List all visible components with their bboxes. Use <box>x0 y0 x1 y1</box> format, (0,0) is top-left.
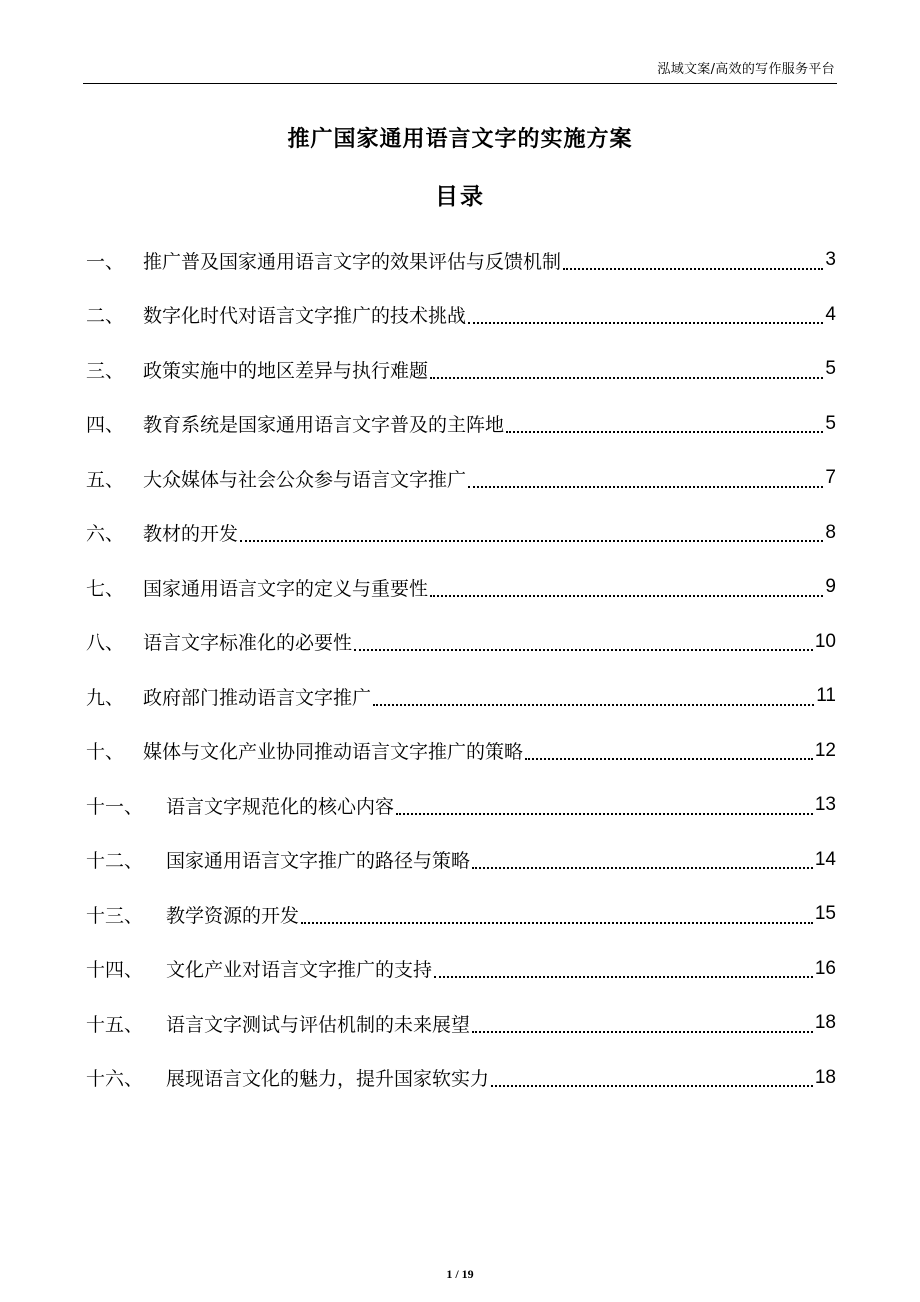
toc-entry-page: 10 <box>814 630 836 652</box>
header-divider <box>83 83 837 84</box>
toc-leader-dots <box>434 976 813 978</box>
toc-entry-title: 教学资源的开发 <box>166 904 300 927</box>
toc-entry-page: 14 <box>814 848 836 870</box>
toc-entry-title: 国家通用语言文字推广的路径与策略 <box>166 850 471 873</box>
toc-entry[interactable] <box>86 451 836 506</box>
toc-leader-dots <box>354 649 813 651</box>
toc-entry-title: 数字化时代对语言文字推广的技术挑战 <box>143 305 467 328</box>
document-title: 推广国家通用语言文字的实施方案 <box>287 127 633 152</box>
toc-entry[interactable] <box>86 724 836 779</box>
toc-entry[interactable] <box>86 342 836 397</box>
toc-leader-dots <box>468 486 823 488</box>
toc-entry-title: 政府部门推动语言文字推广 <box>143 686 372 709</box>
toc-entry[interactable] <box>86 288 836 343</box>
toc-entry[interactable] <box>86 887 836 942</box>
toc-entry-number: 十三、 <box>86 904 144 927</box>
toc-leader-dots <box>301 922 813 924</box>
toc-entry-page: 18 <box>814 1066 836 1088</box>
toc-entry-number: 四、 <box>86 414 125 437</box>
toc-entry-page: 9 <box>825 576 836 598</box>
toc-entry[interactable] <box>86 833 836 888</box>
toc-entry-number: 六、 <box>86 523 125 546</box>
toc-entry-number: 十五、 <box>86 1013 144 1036</box>
page-header-text: 泓域文案/高效的写作服务平台 <box>657 62 835 77</box>
toc-leader-dots <box>468 322 823 324</box>
toc-entry-title: 推广普及国家通用语言文字的效果评估与反馈机制 <box>143 250 562 273</box>
toc-leader-dots <box>563 268 823 270</box>
toc-entry-page: 8 <box>825 521 836 543</box>
toc-entry-title: 语言文字规范化的核心内容 <box>166 795 395 818</box>
toc-entry-number: 七、 <box>86 577 125 600</box>
toc-entry-number: 三、 <box>86 359 125 382</box>
toc-leader-dots <box>472 867 813 869</box>
toc-leader-dots <box>525 758 813 760</box>
toc-entry-number: 九、 <box>86 686 125 709</box>
toc-leader-dots <box>506 431 823 433</box>
toc-leader-dots <box>396 813 813 815</box>
toc-leader-dots <box>430 377 823 379</box>
toc-entry-page: 3 <box>825 249 836 271</box>
toc-entry-number: 十二、 <box>86 850 144 873</box>
toc-entry[interactable] <box>86 996 836 1051</box>
toc-entry[interactable] <box>86 778 836 833</box>
toc-entry-number: 二、 <box>86 305 125 328</box>
toc-leader-dots <box>472 1031 813 1033</box>
table-of-contents <box>86 233 836 1105</box>
toc-entry-page: 12 <box>814 739 836 761</box>
toc-entry-title: 文化产业对语言文字推广的支持 <box>166 959 433 982</box>
toc-entry-page: 4 <box>825 303 836 325</box>
toc-entry-page: 5 <box>825 358 836 380</box>
toc-entry-page: 13 <box>814 794 836 816</box>
toc-entry[interactable] <box>86 506 836 561</box>
toc-entry[interactable] <box>86 560 836 615</box>
toc-entry-number: 一、 <box>86 250 125 273</box>
toc-entry-page: 18 <box>814 1012 836 1034</box>
toc-entry-page: 11 <box>816 685 836 707</box>
toc-entry-page: 15 <box>814 903 836 925</box>
toc-entry-title: 教材的开发 <box>143 523 239 546</box>
toc-entry[interactable] <box>86 1051 836 1106</box>
toc-entry[interactable] <box>86 942 836 997</box>
toc-entry[interactable] <box>86 669 836 724</box>
toc-entry-title: 媒体与文化产业协同推动语言文字推广的策略 <box>143 741 524 764</box>
toc-entry-number: 十六、 <box>86 1068 144 1091</box>
toc-entry-page: 5 <box>825 412 836 434</box>
toc-entry[interactable] <box>86 397 836 452</box>
toc-heading: 目录 <box>435 184 485 210</box>
page-number-footer: 1 / 19 <box>446 1267 474 1281</box>
toc-entry-title: 政策实施中的地区差异与执行难题 <box>143 359 429 382</box>
toc-entry-title: 语言文字标准化的必要性 <box>143 632 353 655</box>
toc-leader-dots <box>491 1085 813 1087</box>
toc-entry-title: 国家通用语言文字的定义与重要性 <box>143 577 429 600</box>
toc-entry-number: 十四、 <box>86 959 144 982</box>
toc-entry-title: 大众媒体与社会公众参与语言文字推广 <box>143 468 467 491</box>
toc-leader-dots <box>430 595 823 597</box>
toc-entry-title: 语言文字测试与评估机制的未来展望 <box>166 1013 471 1036</box>
toc-entry-title: 教育系统是国家通用语言文字普及的主阵地 <box>143 414 505 437</box>
toc-entry-number: 五、 <box>86 468 125 491</box>
toc-entry-title: 展现语言文化的魅力，提升国家软实力 <box>166 1068 490 1091</box>
toc-entry-page: 16 <box>814 957 836 979</box>
toc-leader-dots <box>240 540 823 542</box>
toc-entry-number: 十、 <box>86 741 125 764</box>
toc-entry-page: 7 <box>825 467 836 489</box>
toc-entry-number: 八、 <box>86 632 125 655</box>
toc-entry-number: 十一、 <box>86 795 144 818</box>
toc-entry[interactable] <box>86 233 836 288</box>
toc-entry[interactable] <box>86 615 836 670</box>
toc-leader-dots <box>373 704 814 706</box>
